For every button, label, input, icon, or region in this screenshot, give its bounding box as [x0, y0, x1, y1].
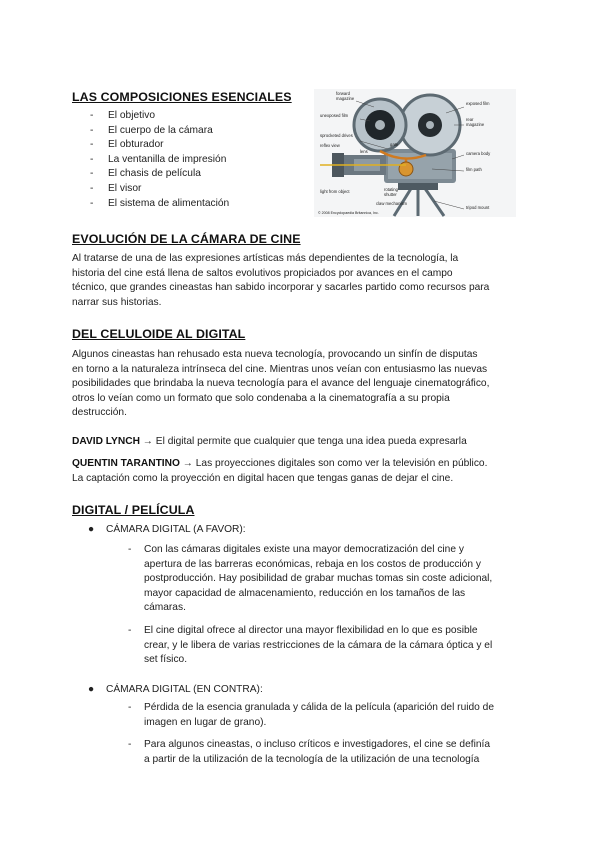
- list-item: - El objetivo: [90, 109, 229, 124]
- text-line: historia del cine está llena de saltos evolutivos propiciados por avances en el campo: [72, 267, 453, 279]
- text-line: Algunos cineastas han rehusado esta nueva tecnología, provocando un sinfín de disputas: [72, 349, 478, 360]
- label-exposed-film: exposed film: [466, 101, 490, 106]
- heading-digital: DIGITAL / PELÍCULA: [72, 503, 195, 517]
- text-line: destrucción.: [72, 407, 127, 419]
- quote-author: DAVID LYNCH: [72, 436, 140, 447]
- figure-credit: © 2008 Encyclopaedia Britannica, Inc.: [318, 211, 379, 215]
- contra-heading: [88, 683, 263, 698]
- contra-item: [128, 701, 528, 730]
- text-line: Pérdida de la esencia granulada y cálida de la película (aparición del ruido de: [144, 702, 495, 713]
- quote-text: → Las proyecciones digitales son como ver la televisión en público.: [182, 458, 488, 469]
- list-item: - El visor: [90, 182, 229, 197]
- label-camera-body: camera body: [466, 151, 491, 156]
- label-rotating-shutter: rotating: [384, 187, 398, 192]
- label-claw-mechanism: claw mechanism: [376, 201, 407, 206]
- text-line: set físico.: [144, 654, 188, 666]
- shutter-shape: [399, 162, 413, 176]
- list-item: - El obturador: [90, 138, 229, 153]
- tarantino-quote: [72, 457, 530, 486]
- celluloid-paragraph: [72, 348, 530, 421]
- dash-icon: -: [128, 739, 132, 750]
- text-line: apertura de las barreras económicas, rebaja en los costos de producción y: [144, 558, 481, 570]
- heading-evolution: EVOLUCIÓN DE LA CÁMARA DE CINE: [72, 232, 301, 246]
- contra-item: [128, 738, 528, 767]
- text-line: a partir de la utilización de la tecnología de la utilización de una tecnología: [144, 753, 480, 765]
- components-list: [90, 109, 229, 211]
- label-gate: gate: [390, 142, 399, 147]
- label-film-path: film path: [466, 167, 482, 172]
- favor-item: [128, 543, 528, 616]
- text-line: narrar sus historias.: [72, 296, 162, 308]
- dash-icon: -: [128, 544, 132, 555]
- label-unexposed-film: unexposed film: [320, 113, 349, 118]
- text-line: El cine digital ofrece al director una mayor flexibilidad en lo que es posible: [144, 625, 478, 636]
- svg-text:rearmagazine: rear magazine: [466, 117, 485, 127]
- text-line: imagen en lugar de grano).: [144, 716, 267, 728]
- list-item: - La ventanilla de impresión: [90, 153, 229, 168]
- evolution-paragraph: [72, 252, 530, 310]
- text-line: cámaras.: [144, 602, 186, 614]
- text-line: Al tratarse de una de las expresiones artísticas más dependientes de la tecnología, la: [72, 253, 459, 264]
- label-reflex-view: reflex view: [320, 143, 340, 148]
- quote-text: → El digital permite que cualquier que tenga una idea pueda expresarla: [142, 436, 467, 447]
- list-item: - El sistema de alimentación: [90, 197, 229, 212]
- heading-celluloid: DEL CELULOIDE AL DIGITAL: [72, 327, 246, 341]
- text-line: mayor capacidad de almacenamiento, reducción en los tamaños de las: [144, 587, 466, 599]
- camera-diagram: [314, 89, 516, 217]
- list-item: - El cuerpo de la cámara: [90, 124, 229, 139]
- text-line: otros lo veían como un formato que solo condenaba a la cinematografía a su propia: [72, 392, 450, 404]
- dash-icon: -: [128, 702, 132, 713]
- label-lens: lens: [360, 149, 368, 154]
- text-line: Con las cámaras digitales existe una mayor democratización del cine y: [144, 544, 464, 555]
- svg-text:forwardmagazine: forward magazine: [336, 91, 355, 101]
- bullet-icon: ●: [88, 524, 95, 535]
- text-line: posibilidades que brindaba la nueva tecnología para el avance del lenguaje cinematográfico,: [72, 378, 490, 390]
- quote-text: La captación como la proyección en digital hacen que tengas ganas de dejar el cine.: [72, 472, 454, 484]
- favor-item: [128, 624, 528, 668]
- dash-icon: -: [128, 625, 132, 636]
- label-rear-magazine: rear: [466, 117, 474, 122]
- text-line: Para algunos cineastas, o incluso críticos e investigadores, el cine se definía: [144, 739, 491, 750]
- text-line: crear, y le libera de varias restricciones de la cámara de la cámara óptica y el: [144, 639, 493, 651]
- svg-text:rotatingshutter: rotating shutter: [384, 187, 398, 197]
- bullet-icon: ●: [88, 684, 95, 695]
- heading-components: LAS COMPOSICIONES ESENCIALES: [72, 90, 292, 104]
- favor-heading: [88, 523, 246, 538]
- text-line: técnico, que grandes cineastas han sabido incorporar y sacarles partido como recursos para: [72, 282, 490, 294]
- list-item: - El chasis de película: [90, 167, 229, 182]
- quote-author: QUENTIN TARANTINO: [72, 458, 180, 469]
- lynch-quote: [72, 435, 530, 450]
- contra-label: CÁMARA DIGITAL (EN CONTRA):: [106, 684, 263, 695]
- label-sprocketed-drives: sprocketed drives: [320, 133, 353, 138]
- text-line: en torno a la naturaleza intrínseca del cine. Mientras unos veían con entusiasmo las nuevas: [72, 363, 488, 375]
- label-light-from-object: light from object: [320, 189, 350, 194]
- favor-label: CÁMARA DIGITAL (A FAVOR):: [106, 524, 246, 535]
- label-tripod: tripod mount: [466, 205, 490, 210]
- text-line: postproducción. Hay posibilidad de grabar muchas tomas sin coste adicional,: [144, 573, 493, 585]
- label-forward-magazine: forward: [336, 91, 350, 96]
